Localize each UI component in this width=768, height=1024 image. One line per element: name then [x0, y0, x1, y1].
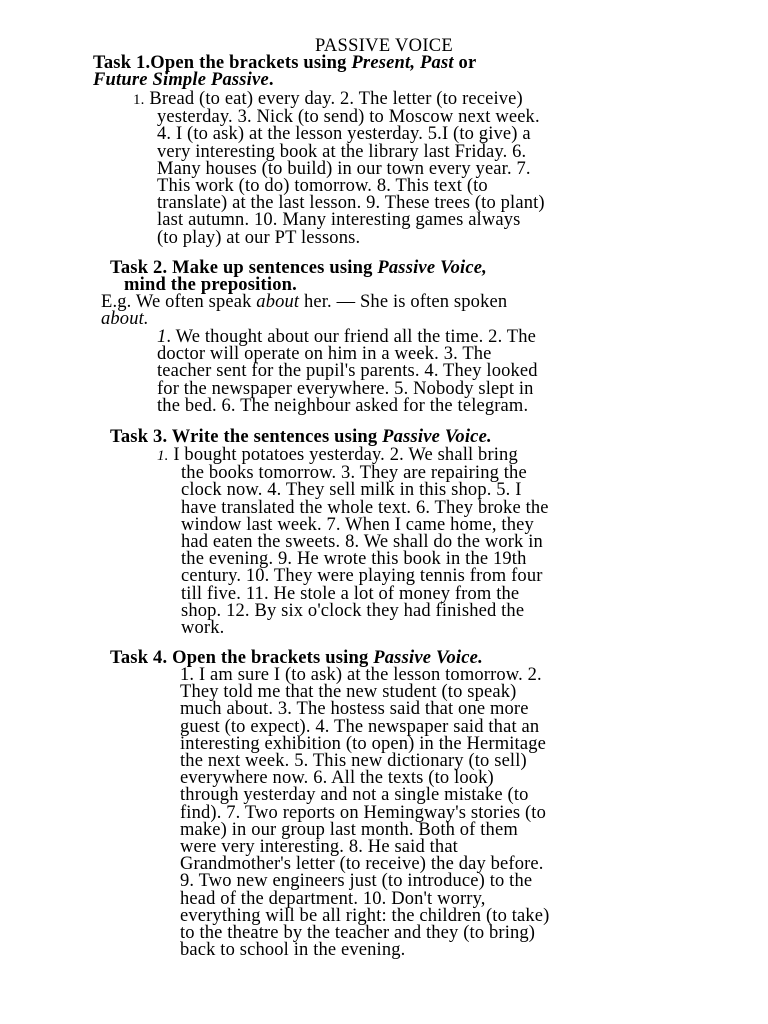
task2-heading: [110, 260, 487, 294]
task3-line: the books tomorrow. 3. They are repairing the: [181, 463, 527, 484]
task3-line: shop. 12. By six o'clock they had finished the: [181, 600, 525, 621]
task4-line: find). 7. Two reports on Hemingway's stories (to: [180, 802, 546, 823]
task4-body: [180, 667, 549, 959]
task2-example-mid: her. — She is often spoken: [299, 292, 508, 312]
task2-line: the bed. 6. The neighbour asked for the telegram.: [157, 395, 529, 416]
task2-example-about: about: [256, 292, 300, 312]
task1-heading-future: Future Simple Passive: [93, 70, 269, 91]
task1-line: 1. Bread (to eat) every day. 2. The letter (to receive): [133, 89, 523, 109]
task4-line: everywhere now. 6. All the texts (to look): [180, 768, 494, 789]
task1-line: 4. I (to ask) at the lesson yesterday. 5.I (to give) a: [157, 124, 531, 145]
task2-line: doctor will operate on him in a week. 3. The: [157, 344, 492, 365]
task3-line: have translated the whole text. 6. They broke the: [181, 497, 549, 518]
task2-example: [101, 294, 507, 328]
task4-line: Grandmother's letter (to receive) the day before.: [180, 854, 544, 875]
task3-heading-line1: [110, 429, 492, 446]
task4-line: the next week. 5. This new dictionary (to sell): [180, 751, 527, 772]
task3-line: work.: [181, 618, 225, 639]
task2-line: for the newspaper everywhere. 5. Nobody slept in: [157, 378, 534, 399]
task1-line: yesterday. 3. Nick (to send) to Moscow next week.: [157, 107, 540, 128]
task2-line: 1. We thought about our friend all the time. 2. The: [157, 327, 537, 347]
task2-number: 1: [157, 327, 167, 347]
task3-heading-prefix: Task 3. Write the sentences using: [110, 427, 383, 447]
task2-heading-prefix: Task 2. Make up sentences using: [110, 258, 378, 278]
task1-line: Many houses (to build) in our town every year. 7.: [157, 158, 531, 179]
task1-line: translate) at the last lesson. 9. These trees (to plant): [157, 193, 545, 214]
task2-example-prefix: E.g. We often speak: [101, 292, 257, 312]
task4-heading-italic: Passive Voice.: [373, 648, 483, 668]
task2-heading-line2: mind the preposition.: [124, 275, 297, 296]
task4-line: They told me that the new student (to speak): [180, 682, 517, 703]
task1-heading-prefix: Task 1.Open the brackets using: [93, 53, 352, 73]
task1-heading-line2: [93, 72, 476, 89]
task3-heading-italic: Passive Voice.: [382, 427, 492, 447]
task1-heading-end: .: [268, 70, 274, 91]
task3-line: century. 10. They were playing tennis from four: [181, 566, 543, 587]
task4-heading-prefix: Task 4. Open the brackets using: [110, 648, 374, 668]
task4-line: interesting exhibition (to open) in the Hermitage: [180, 733, 546, 754]
task4-line: back to school in the evening.: [180, 940, 406, 961]
task1-body: [133, 91, 545, 247]
task4-line: make) in our group last month. Both of them: [180, 819, 518, 840]
task3-line: the evening. 9. He wrote this book in the 19th: [181, 549, 527, 570]
task2-line: teacher sent for the pupil's parents. 4. They looked: [157, 361, 538, 382]
task3-heading: [110, 429, 492, 446]
page-title: PASSIVE VOICE: [314, 36, 454, 56]
task1-heading: [93, 55, 476, 89]
task4-line: 1. I am sure I (to ask) at the lesson tomorrow. 2.: [180, 665, 542, 685]
task4-line: through yesterday and not a single mistake (to: [180, 785, 529, 806]
task1-line: last autumn. 10. Many interesting games always: [157, 210, 521, 231]
task3-line: had eaten the sweets. 8. We shall do the work in: [181, 532, 543, 553]
task1-line: This work (to do) tomorrow. 8. This text (to: [157, 176, 488, 197]
task2-example-line2: [101, 311, 507, 328]
task2-body: [157, 329, 538, 415]
task4-line: guest (to expect). 4. The newspaper said that an: [180, 716, 540, 737]
task2-example-line1: [101, 294, 507, 311]
task1-line: very interesting book at the library last Friday. 6.: [157, 141, 527, 162]
task1-heading-mid: or: [453, 53, 477, 73]
task3-number: 1.: [157, 448, 169, 464]
task4-line: much about. 3. The hostess said that one more: [180, 699, 529, 720]
task3-line: till five. 11. He stole a lot of money from the: [181, 583, 520, 604]
task4-line: to the theatre by the teacher and they (to bring): [180, 923, 536, 944]
task1-number: 1.: [133, 92, 145, 108]
task3-body: [157, 447, 549, 637]
task3-line: clock now. 4. They sell milk in this shop. 5. I: [181, 480, 522, 501]
task1-line: (to play) at our PT lessons.: [157, 227, 361, 248]
task4-line: head of the department. 10. Don't worry,: [180, 888, 486, 909]
task2-example-about-end: about.: [101, 309, 149, 330]
task3-line: 1. I bought potatoes yesterday. 2. We shall bring: [157, 445, 518, 465]
task4-line: 9. Two new engineers just (to introduce) to the: [180, 871, 533, 892]
task4-line: everything will be all right: the children (to take): [180, 905, 550, 926]
task2-heading-italic: Passive Voice,: [377, 258, 488, 278]
task1-heading-tenses: Present, Past: [351, 53, 454, 73]
task3-line: window last week. 7. When I came home, they: [181, 514, 534, 535]
task4-line: were very interesting. 8. He said that: [180, 837, 458, 858]
